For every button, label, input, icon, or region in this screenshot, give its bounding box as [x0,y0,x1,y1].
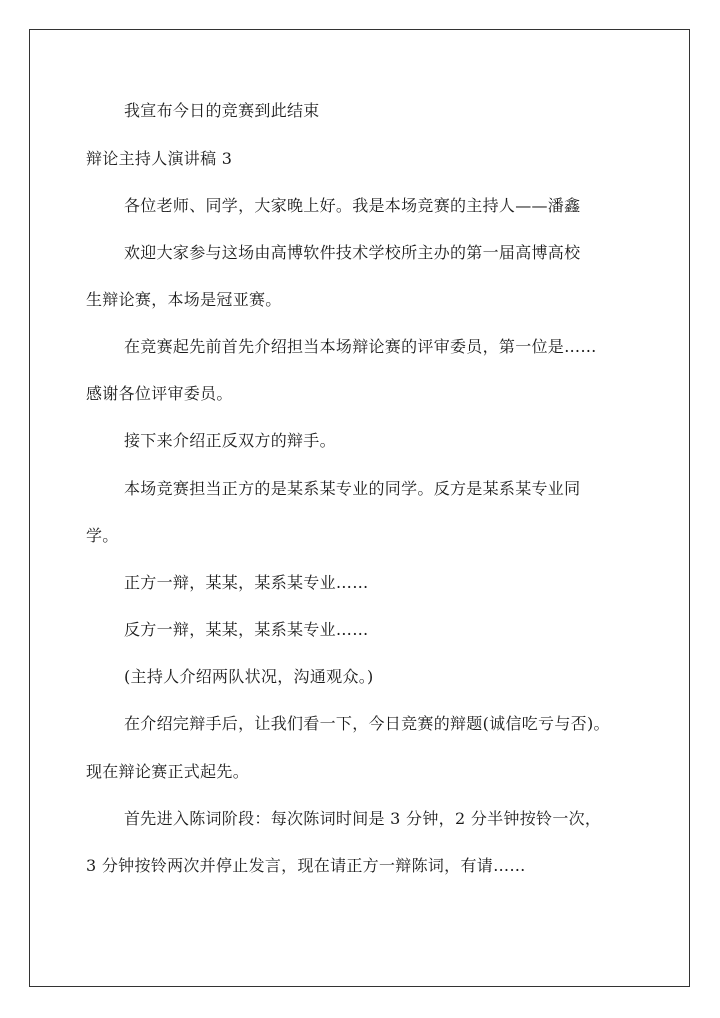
paragraph-line-11: 正方一辩，某某，某系某专业…… [124,573,369,592]
paragraph-line-1: 我宣布今日的竞赛到此结束 [124,101,320,120]
paragraph-line-15: 现在辩论赛正式起先。 [86,762,250,781]
paragraph-line-4: 欢迎大家参与这场由高博软件技术学校所主办的第一届高博高校 [124,243,581,262]
page-border [29,29,690,987]
paragraph-line-14: 在介绍完辩手后，让我们看一下，今日竞赛的辩题(诚信吃亏与否)。 [124,714,610,733]
paragraph-line-12: 反方一辩，某某，某系某专业…… [124,620,369,639]
section-heading: 辩论主持人演讲稿 3 [86,149,233,168]
paragraph-line-16: 首先进入陈词阶段：每次陈词时间是 3 分钟，2 分半钟按铃一次， [124,809,602,828]
paragraph-line-5: 生辩论赛，本场是冠亚赛。 [86,290,282,309]
paragraph-line-6: 在竞赛起先前首先介绍担当本场辩论赛的评审委员，第一位是…… [124,337,597,356]
paragraph-line-9: 本场竞赛担当正方的是某系某专业的同学。反方是某系某专业同 [124,479,581,498]
paragraph-line-17: 3 分钟按铃两次并停止发言，现在请正方一辩陈词，有请…… [86,856,526,875]
paragraph-line-13: (主持人介绍两队状况，沟通观众。) [124,667,374,686]
paragraph-line-7: 感谢各位评审委员。 [86,384,233,403]
paragraph-line-3: 各位老师、同学，大家晚上好。我是本场竞赛的主持人——潘鑫 [124,196,581,215]
paragraph-line-10: 学。 [86,526,119,545]
paragraph-line-8: 接下来介绍正反双方的辩手。 [124,431,336,450]
